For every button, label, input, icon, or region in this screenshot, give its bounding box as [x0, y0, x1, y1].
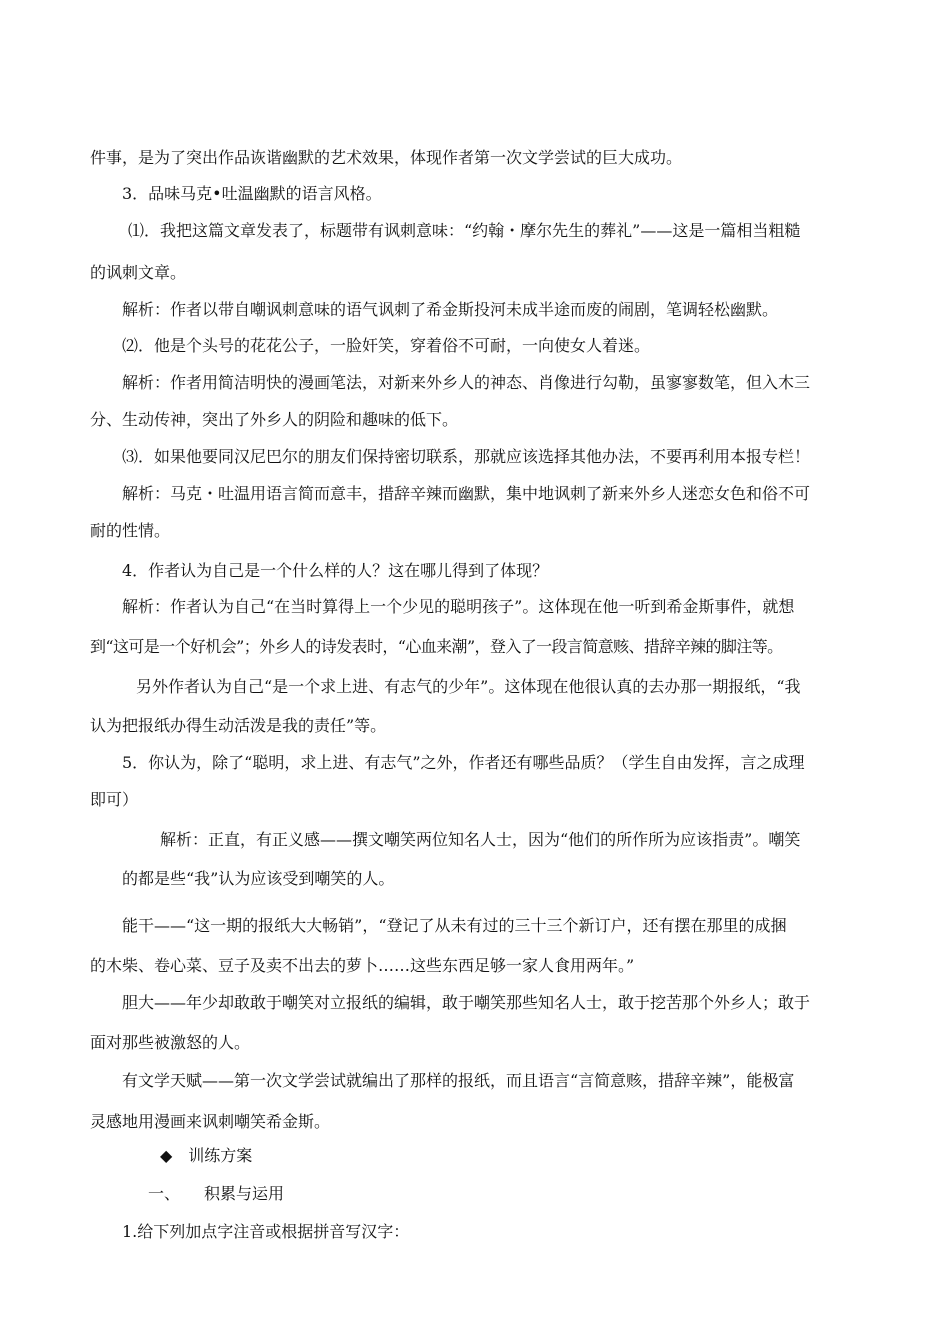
text-line-28: 一、 积累与运用	[148, 1184, 285, 1203]
text-line-29: 1.给下列加点字注音或根据拼音写汉字：	[122, 1222, 410, 1241]
text-line-8: 分、生动传神，突出了外乡人的阴险和趣味的低下。	[90, 410, 459, 429]
text-line-1: 件事，是为了突出作品诙谐幽默的艺术效果，体现作者第一次文学尝试的巨大成功。	[90, 148, 683, 167]
text-line-7: 解析：作者用简洁明快的漫画笔法，对新来外乡人的神态、肖像进行勾勒，虽寥寥数笔，但入木三	[122, 373, 811, 392]
text-line-21: 能干——“这一期的报纸大大畅销”，“登记了从未有过的三十三个新订户，还有摆在那里的成捆	[122, 916, 787, 935]
text-line-10: 解析：马克・吐温用语言简而意丰，措辞辛辣而幽默，集中地讽刺了新来外乡人迷恋女色和俗不可	[122, 484, 811, 503]
text-line-19: 解析：正直，有正义感——撰文嘲笑两位知名人士，因为“他们的所作所为应该指责”。嘲笑	[160, 830, 801, 849]
text-line-16: 认为把报纸办得生动活泼是我的责任”等。	[90, 716, 387, 735]
text-line-25: 有文学天赋——第一次文学尝试就编出了那样的报纸，而且语言“言简意赅，措辞辛辣”，能极富	[122, 1071, 795, 1090]
text-line-4: 的讽刺文章。	[90, 263, 187, 282]
text-line-13: 解析：作者认为自己“在当时算得上一个少见的聪明孩子”。这体现在他一听到希金斯事件，就想	[122, 597, 795, 616]
text-line-14: 到“这可是一个好机会”；外乡人的诗发表时，“心血来潮”，登入了一段言简意赅、措辞辛辣的脚注等。	[90, 637, 783, 656]
text-line-27: ◆ 训练方案	[160, 1146, 253, 1165]
text-line-11: 耐的性情。	[90, 521, 171, 540]
text-line-24: 面对那些被激怒的人。	[90, 1033, 251, 1052]
text-line-12: 4．作者认为自己是一个什么样的人？这在哪儿得到了体现？	[122, 561, 549, 580]
text-line-26: 灵感地用漫画来讽刺嘲笑希金斯。	[90, 1112, 331, 1131]
text-line-2: 3．品味马克•吐温幽默的语言风格。	[122, 184, 382, 203]
text-line-9: ⑶．如果他要同汉尼巴尔的朋友们保持密切联系，那就应该选择其他办法，不要再利用本报专栏！	[122, 447, 811, 466]
text-line-20: 的都是些“我”认为应该受到嘲笑的人。	[122, 869, 395, 888]
text-line-15: 另外作者认为自己“是一个求上进、有志气的少年”。这体现在他很认真的去办那一期报纸，“我	[136, 677, 801, 696]
text-line-17: 5．你认为，除了“聪明，求上进、有志气”之外，作者还有哪些品质？（学生自由发挥，言之成理	[122, 753, 805, 772]
text-line-23: 胆大——年少却敢敢于嘲笑对立报纸的编辑，敢于嘲笑那些知名人士，敢于挖苦那个外乡人；敢于	[122, 993, 811, 1012]
text-line-5: 解析：作者以带自嘲讽刺意味的语气讽刺了希金斯投河未成半途而废的闹剧，笔调轻松幽默。	[122, 300, 779, 319]
text-line-22: 的木柴、卷心菜、豆子及卖不出去的萝卜……这些东西足够一家人食用两年。”	[90, 956, 635, 975]
text-line-18: 即可）	[90, 790, 139, 809]
text-line-6: ⑵．他是个头号的花花公子，一脸奸笑，穿着俗不可耐，一向使女人着迷。	[122, 336, 651, 355]
text-line-3: ⑴．我把这篇文章发表了，标题带有讽刺意味：“约翰・摩尔先生的葬礼”——这是一篇相当粗糙	[128, 221, 801, 240]
